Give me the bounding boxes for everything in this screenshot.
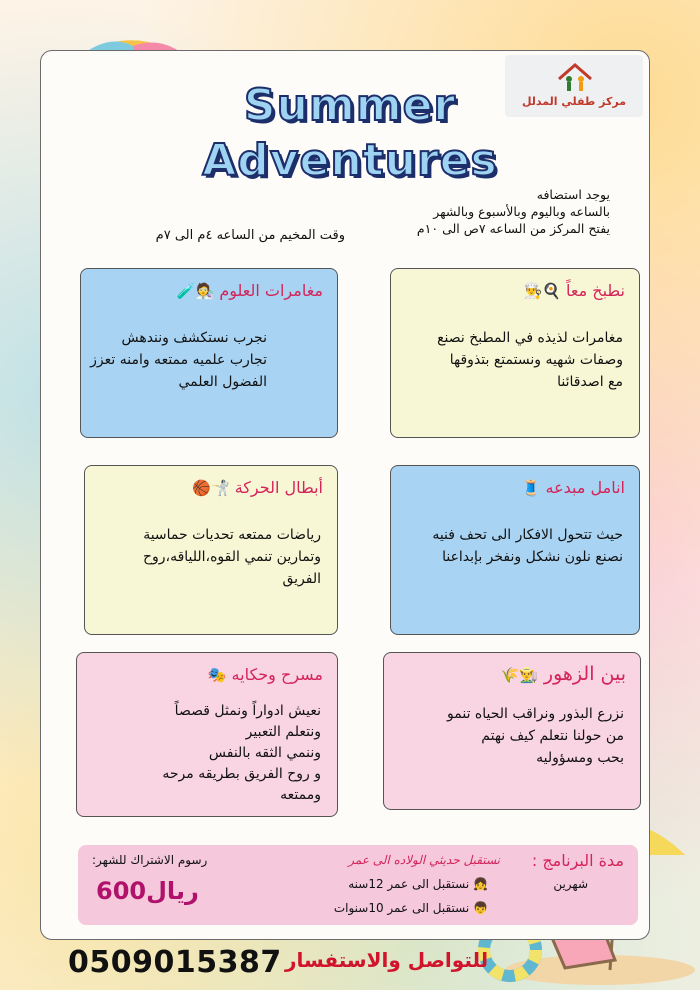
card-line: نزرع البذور ونراقب الحياه تنمو xyxy=(447,706,624,722)
phone-number[interactable]: 0509015387 xyxy=(68,945,282,980)
farmer-icon: 👨‍🌾🌾 xyxy=(500,666,538,684)
fee-amount xyxy=(96,877,199,905)
card-line: ونتعلم التعبير xyxy=(245,724,321,740)
house-family-icon xyxy=(555,61,595,95)
card-line: مغامرات لذيذه في المطبخ نصنع xyxy=(437,330,623,346)
card-crafts xyxy=(390,465,640,635)
fee-label: رسوم الاشتراك للشهر: xyxy=(92,853,208,867)
card-sports xyxy=(84,465,338,635)
card-science xyxy=(80,268,338,438)
girls-age-text: نستقبل الى عمر 12سنه xyxy=(348,877,470,891)
theatre-masks-icon: 🎭 xyxy=(207,666,227,684)
center-logo xyxy=(505,55,643,117)
card-title: بين الزهور xyxy=(543,663,626,685)
duration-value: شهرين xyxy=(553,877,588,891)
card-line: حيث تتحول الافكار الى تحف فنيه xyxy=(432,527,623,543)
card-line: بحب ومسؤوليه xyxy=(536,750,624,766)
card-line: تجارب علميه ممتعه وامنه تعزز xyxy=(90,352,267,368)
hosting-line-1: يوجد استضافه xyxy=(536,187,610,202)
card-title: مسرح وحكايه xyxy=(231,665,323,684)
hosting-info xyxy=(417,186,610,237)
girl-icon: 👧 xyxy=(473,877,488,891)
hosting-line-2: بالساعه وباليوم وبالأسبوع وبالشهر xyxy=(433,204,610,219)
fee-currency: ريال xyxy=(146,877,199,905)
card-gardening xyxy=(383,652,641,810)
thread-icon: 🧵 xyxy=(521,479,541,497)
card-line: مع اصدقائنا xyxy=(557,374,623,390)
card-line: من حولنا نتعلم كيف نهتم xyxy=(481,728,624,744)
logo-text: مركز طفلي المدلل xyxy=(521,95,627,108)
title-adventures: Adventures xyxy=(202,135,498,186)
scientist-icon: 🧑‍🔬🧪 xyxy=(176,282,215,300)
boys-age xyxy=(334,901,488,915)
fee-value: 600 xyxy=(96,877,147,905)
card-body xyxy=(437,327,623,393)
card-line: وننمي الثقه بالنفس xyxy=(208,745,321,761)
card-body xyxy=(447,703,624,769)
card-line: وصفات شهيه ونستمتع بتذوقها xyxy=(449,352,623,368)
boy-icon: 👦 xyxy=(473,901,488,915)
card-body xyxy=(143,524,321,590)
hosting-line-3: يفتح المركز من الساعه ٧ص الى ١٠م xyxy=(416,221,610,236)
sports-icon: 🤺🏀 xyxy=(192,479,230,497)
card-line: وتمارين تنمي القوه،اللياقه،روح xyxy=(143,549,321,565)
card-cooking xyxy=(390,268,640,438)
card-body xyxy=(162,701,321,806)
card-theatre xyxy=(76,652,338,817)
card-title: نطبخ معاً xyxy=(566,281,625,300)
card-line: رياضات ممتعه تحديات حماسية xyxy=(143,527,321,543)
card-line: نجرب نستكشف ونندهش xyxy=(121,330,267,346)
duration-label: مدة البرنامج : xyxy=(531,851,624,870)
card-line: وممتعه xyxy=(280,787,321,803)
card-title: انامل مبدعه xyxy=(545,478,625,497)
card-line: الفريق xyxy=(282,571,321,587)
contact-label: للتواصل والاستفسار xyxy=(285,948,489,972)
card-line: نصنع نلون نشكل ونفخر بإبداعنا xyxy=(442,549,623,565)
card-title: مغامرات العلوم xyxy=(219,281,323,300)
card-line: نعيش ادواراً ونمثل قصصاً xyxy=(174,703,321,719)
card-title: أبطال الحركة xyxy=(234,478,323,497)
card-line: و روح الفريق بطريقه مرحه xyxy=(162,766,321,782)
girls-age xyxy=(348,877,488,891)
camp-time: وقت المخيم من الساعه ٤م الى ٧م xyxy=(155,228,345,243)
card-body xyxy=(90,327,267,393)
program-info-box xyxy=(78,845,638,925)
title-summer: Summer xyxy=(243,80,457,131)
cooking-icon: 🍳👨‍🍳 xyxy=(523,282,561,300)
boys-age-text: نستقبل الى عمر 10سنوات xyxy=(333,901,470,915)
card-line: الفضول العلمي xyxy=(178,374,267,390)
card-body xyxy=(432,524,623,568)
ages-header: نستقبل حديثي الولاده الى عمر xyxy=(348,853,500,867)
